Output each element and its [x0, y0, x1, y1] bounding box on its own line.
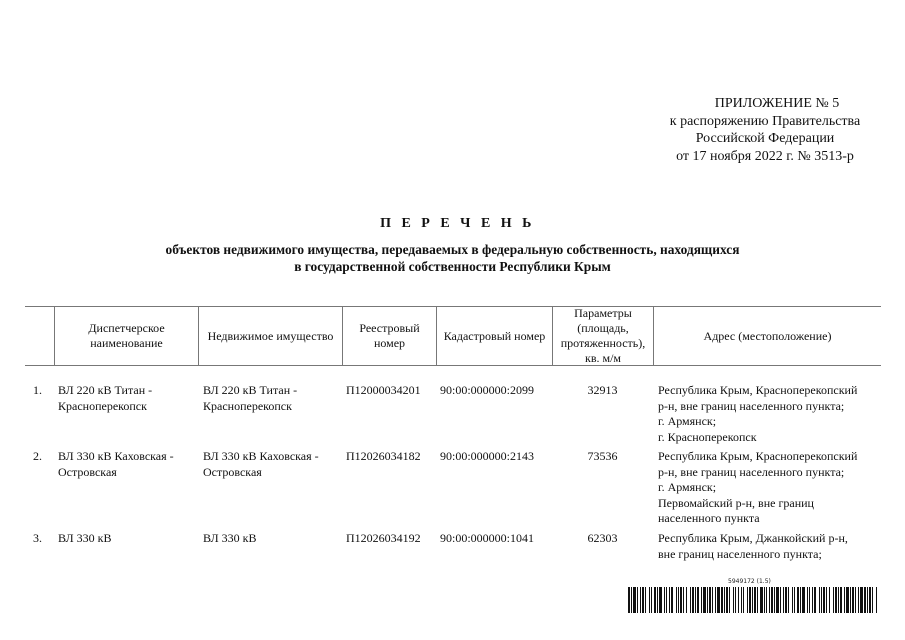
- appendix-header: [600, 95, 905, 165]
- row-dispatch-name: ВЛ 330 кВ Каховская - Островская: [58, 449, 174, 479]
- row-address: [653, 383, 881, 449]
- header-num: [25, 307, 54, 365]
- property-table: [25, 306, 881, 571]
- table-row: [25, 531, 881, 571]
- header-cadastral-no: Кадастровый номер: [436, 307, 552, 365]
- table-header: [25, 306, 881, 366]
- subtitle-line-1: объектов недвижимого имущества, передаваемых в федеральную собственность, находящихся: [165, 242, 740, 257]
- row-registry-no: П12000034201: [346, 383, 421, 397]
- table-row: [25, 449, 881, 531]
- address-line: населенного пункта: [658, 511, 760, 525]
- row-num: 2.: [33, 449, 42, 463]
- row-num: 1.: [33, 383, 42, 397]
- address-line: р-н, вне границ населенного пункта;: [658, 398, 845, 413]
- row-cadastral-no: 90:00:000000:2099: [440, 383, 535, 397]
- table-row: [25, 383, 881, 449]
- row-property: ВЛ 330 кВ Каховская - Островская: [203, 449, 319, 479]
- row-property: ВЛ 330 кВ: [203, 531, 257, 545]
- address-line: Республика Крым, Красноперекопский: [658, 449, 858, 463]
- address-line: Республика Крым, Джанкойский р-н,: [658, 531, 848, 545]
- row-property: ВЛ 220 кВ Титан - Красноперекопск: [203, 383, 298, 413]
- document-stamp: 5949172 (1.5): [728, 578, 771, 585]
- subtitle-line-2: в государственной собственности Республики Крым: [294, 259, 611, 274]
- appendix-date: от 17 ноября 2022 г. № 3513-р: [676, 148, 854, 164]
- appendix-line-3: Российской Федерации: [695, 131, 835, 146]
- row-registry-no: П12026034182: [346, 449, 421, 463]
- header-parameters: Параметры (площадь, протяженность), кв. м/м: [552, 307, 653, 365]
- row-parameters: 62303: [587, 531, 618, 545]
- barcode-icon: [628, 587, 880, 613]
- document-subtitle: [0, 241, 905, 275]
- header-address: Адрес (местоположение): [653, 307, 881, 365]
- header-property: Недвижимое имущество: [198, 307, 342, 365]
- row-registry-no: П12026034192: [346, 531, 421, 545]
- address-line: г. Армянск;: [658, 414, 717, 428]
- appendix-number: ПРИЛОЖЕНИЕ № 5: [714, 96, 840, 111]
- row-address: [653, 449, 881, 531]
- row-dispatch-name: ВЛ 330 кВ: [58, 531, 112, 545]
- row-num: 3.: [33, 531, 42, 545]
- header-dispatch-name: Диспетчерское наименование: [54, 307, 198, 365]
- row-parameters: 73536: [587, 449, 618, 463]
- appendix-line-2: к распоряжению Правительства: [669, 113, 861, 129]
- row-parameters: 32913: [587, 383, 618, 397]
- address-line: Республика Крым, Красноперекопский: [658, 383, 858, 397]
- address-line: р-н, вне границ населенного пункта;: [658, 464, 845, 479]
- row-cadastral-no: 90:00:000000:1041: [440, 531, 535, 545]
- row-cadastral-no: 90:00:000000:2143: [440, 449, 535, 463]
- address-line: г. Красноперекопск: [658, 429, 757, 444]
- address-line: г. Армянск;: [658, 480, 717, 494]
- document-title: П Е Р Е Ч Е Н Ь: [380, 216, 535, 231]
- header-registry-no: Реестровый номер: [342, 307, 436, 365]
- address-line: вне границ населенного пункта;: [658, 546, 822, 561]
- row-dispatch-name: ВЛ 220 кВ Титан - Красноперекопск: [58, 383, 153, 413]
- address-line: Первомайский р-н, вне границ: [658, 495, 814, 510]
- row-address: [653, 531, 881, 571]
